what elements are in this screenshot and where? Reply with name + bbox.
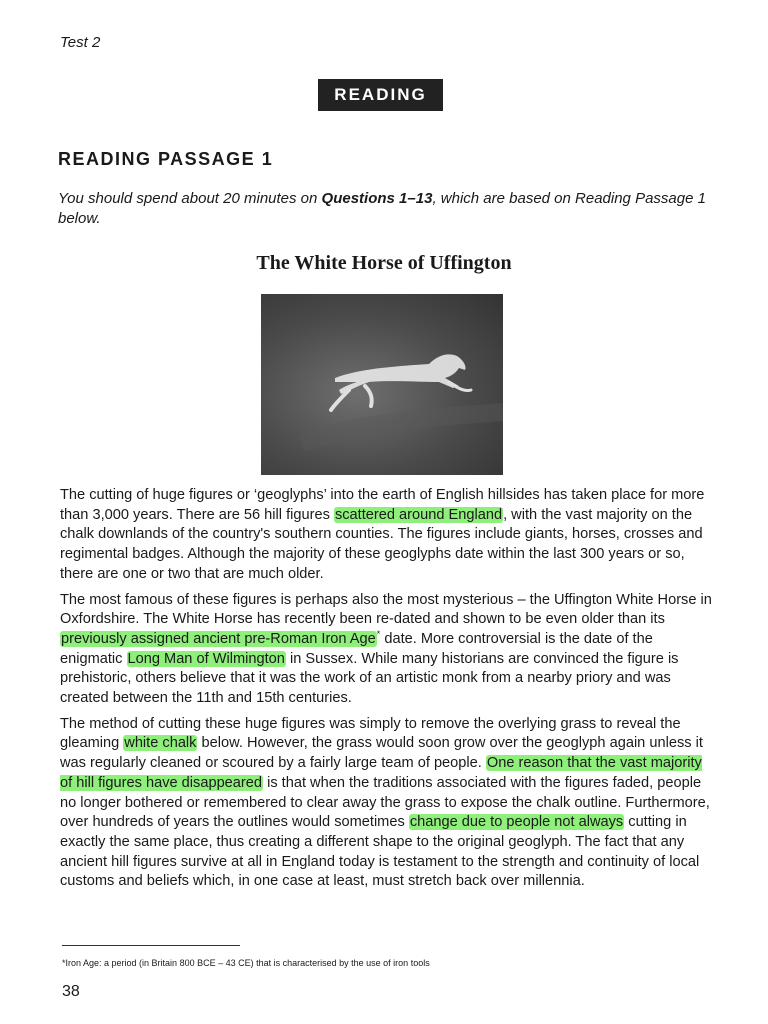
passage-paragraph xyxy=(60,486,712,585)
paragraph-text: date. More controversial is the date of the enigmatic xyxy=(60,630,653,667)
footnote-rule xyxy=(62,945,240,946)
paragraph-text: is that when the traditions associated with the figures faded, people no longer bothered or remembered to clear away the grass to expose the chalk outline. Furthermore, over hundreds of years the outlines would sometimes xyxy=(60,774,710,831)
highlighted-text: change due to people not always xyxy=(409,814,624,831)
test-label: Test 2 xyxy=(60,34,101,51)
highlighted-text: scattered around England xyxy=(334,506,503,523)
highlighted-text: previously assigned ancient pre-Roman Iron Age xyxy=(61,630,376,647)
paragraph-text: The most famous of these figures is perhaps also the most mysterious – the Uffington White Horse in Oxfordshire. The White Horse has recently been re-dated and shown to be even older than its xyxy=(60,591,712,628)
white-horse-photo xyxy=(261,294,503,475)
instructions-before: You should spend about 20 minutes on xyxy=(58,190,322,207)
highlighted-text: Long Man of Wilmington xyxy=(127,650,285,667)
passage-title: The White Horse of Uffington xyxy=(256,252,512,274)
instructions xyxy=(58,189,708,229)
instructions-after: , which are based on Reading Passage 1 below. xyxy=(58,190,706,227)
paragraph-text: below. However, the grass would soon grow over the geoglyph again unless it was regularly cleaned or scoured by a fairly large team of people. xyxy=(60,735,703,772)
paragraph-text: , with the vast majority on the chalk downlands of the country's southern counties. The figures include giants, horses, crosses and regimental badges. Although the majority of these geoglyphs date within the last 300 years or so, there are one or two that are much older. xyxy=(60,506,703,582)
passage-heading: READING PASSAGE 1 xyxy=(58,149,274,169)
page-number: 38 xyxy=(62,983,80,1000)
passage-body xyxy=(60,486,712,898)
footnote: *Iron Age: a period (in Britain 800 BCE – 43 CE) that is characterised by the use of iron tools xyxy=(62,958,430,968)
paragraph-text: cutting in exactly the same place, thus creating a different shape to the original geoglyph. The fact that any ancient hill figures survive at all in England today is testament to the strength and continuity of local customs and beliefs which, in one case at least, must stretch back over millennia. xyxy=(60,814,700,890)
paragraph-text: The cutting of huge figures or ‘geoglyphs’ into the earth of English hillsides has taken place for more than 3,000 years. There are 56 hill figures xyxy=(60,487,705,523)
passage-paragraph xyxy=(60,715,712,892)
instructions-questions: Questions 1–13 xyxy=(321,190,433,207)
paragraph-text: in Sussex. While many historians are convinced the figure is prehistoric, others believe that it was the work of an artistic monk from a nearby priory and was created between the 11th and 15th centuries. xyxy=(60,650,679,707)
section-badge: READING xyxy=(318,79,443,111)
footnote-marker: * xyxy=(376,629,381,640)
highlighted-text: white chalk xyxy=(124,735,197,752)
highlighted-text: One reason that the vast majority of hill figures have disappeared xyxy=(60,755,702,791)
paragraph-text: The method of cutting these huge figures was simply to remove the overlying grass to reveal the gleaming xyxy=(60,715,681,752)
passage-paragraph xyxy=(60,591,712,709)
